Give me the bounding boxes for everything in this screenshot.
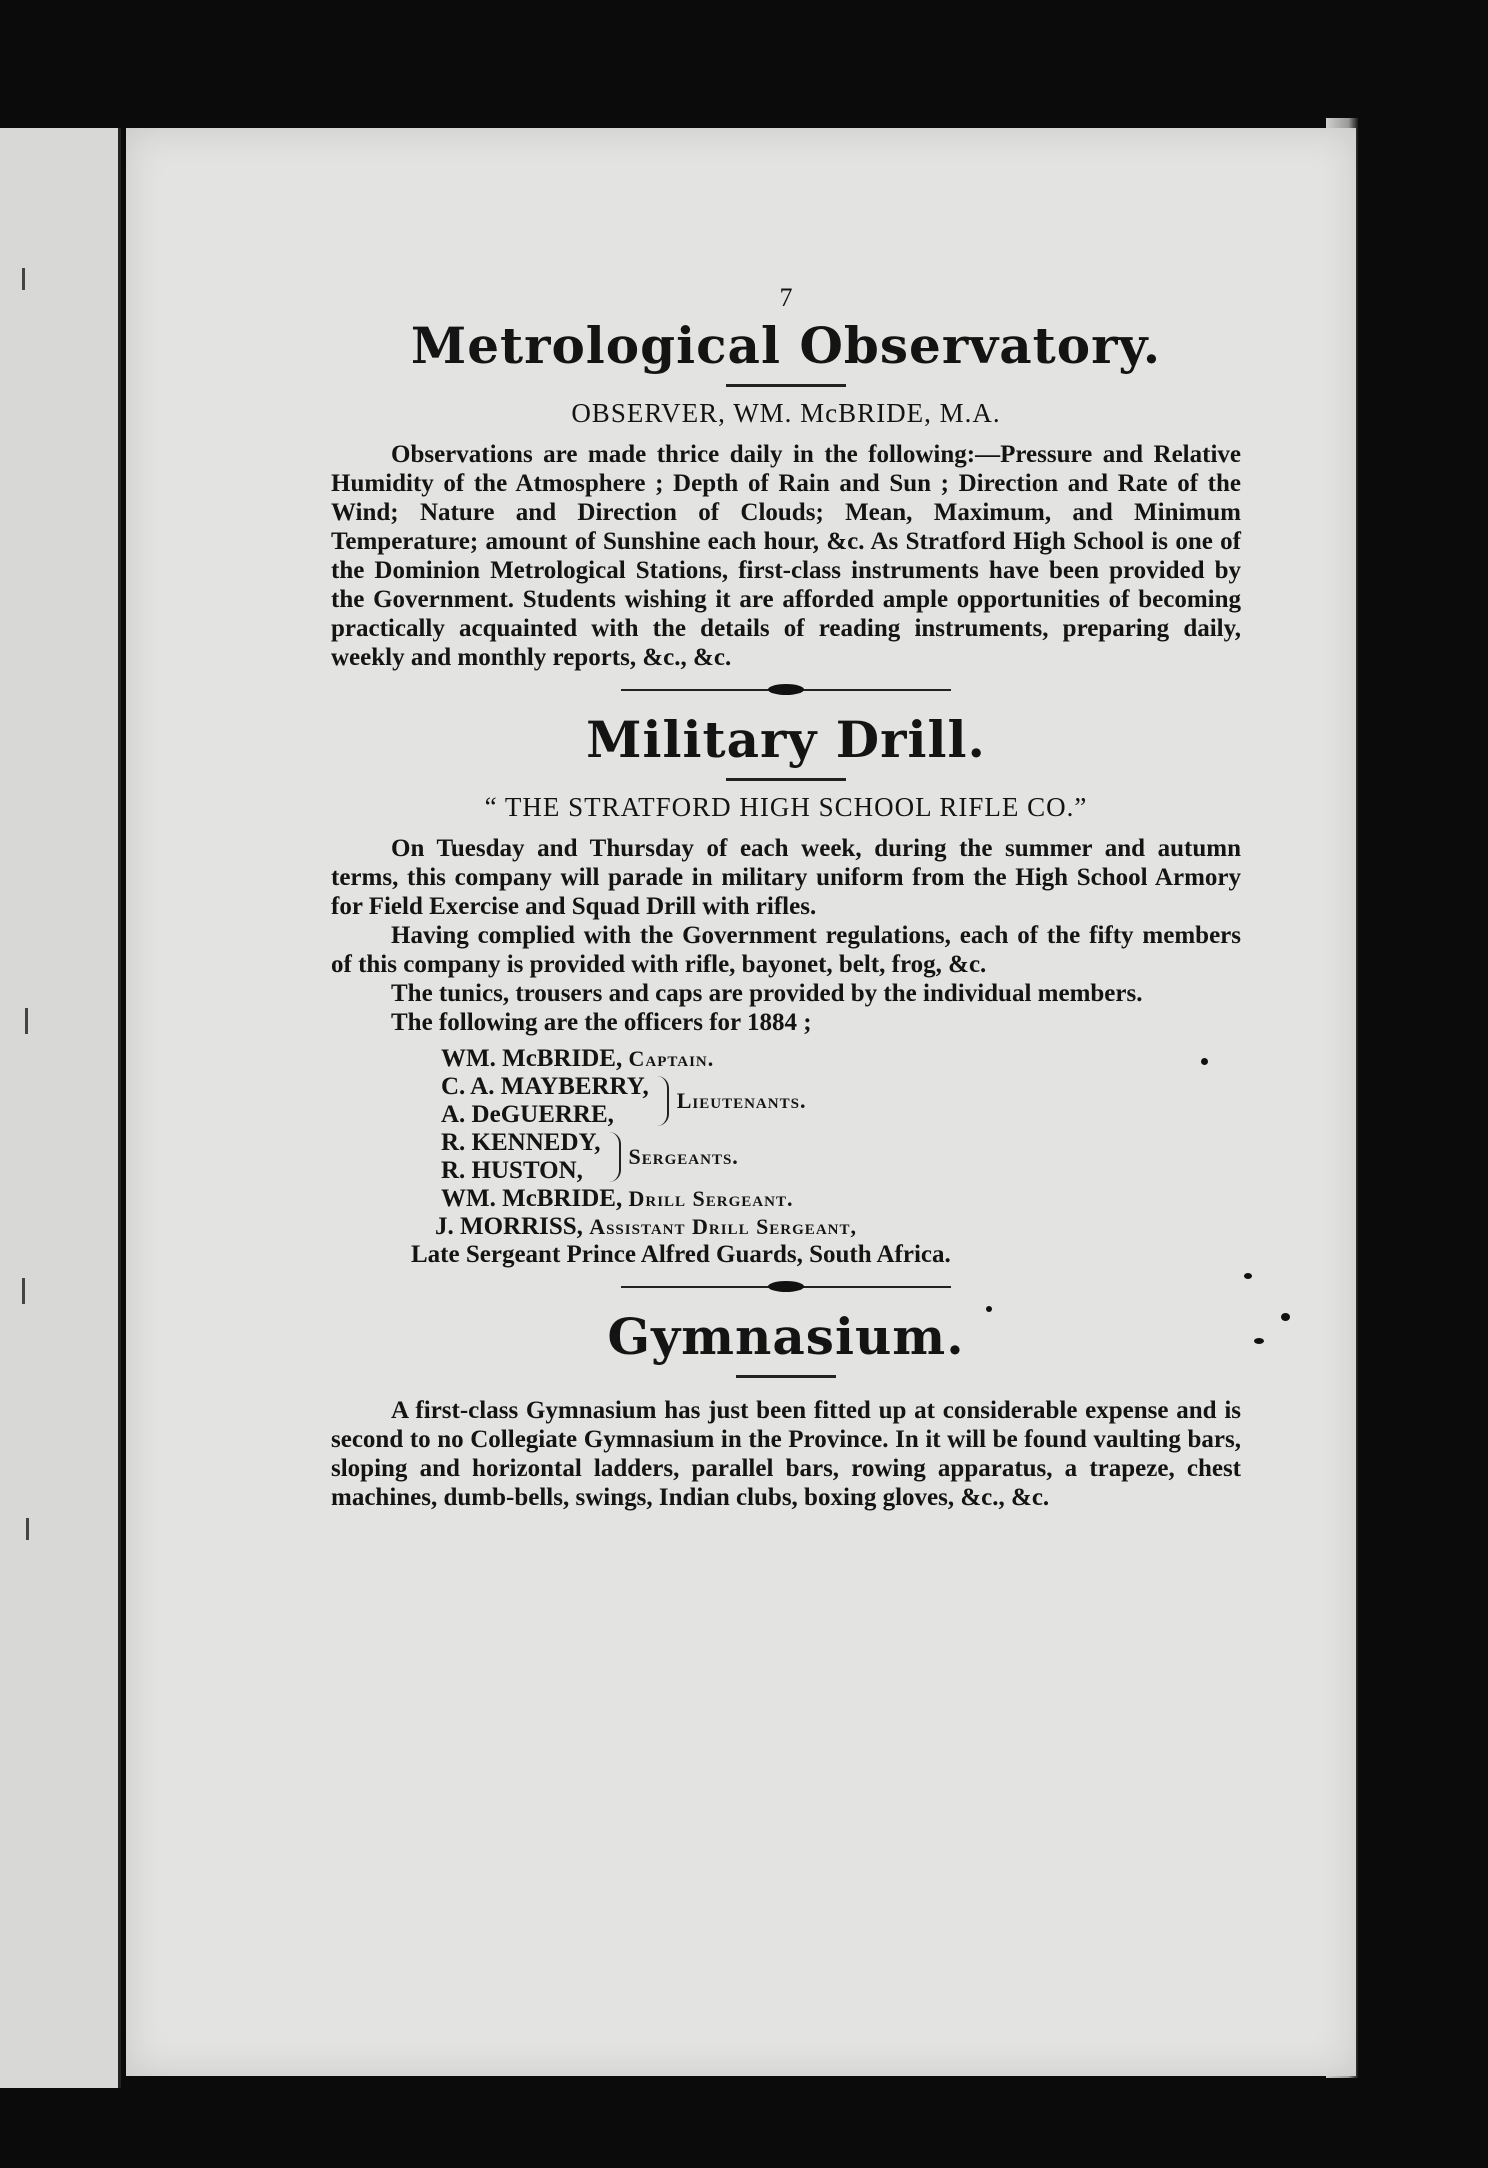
observatory-heading: Metrological Observatory. (410, 316, 1162, 375)
heading-rule (736, 1375, 836, 1378)
gymnasium-heading: Gymnasium. (607, 1307, 965, 1366)
officer-name: C. A. MAYBERRY, (441, 1073, 649, 1100)
officer-name: WM. McBRIDE, (441, 1185, 623, 1212)
officer-title: Captain. (628, 1046, 715, 1071)
drill-company-name: “ THE STRATFORD HIGH SCHOOL RIFLE CO.” (484, 792, 1088, 822)
observatory-body: Observations are made thrice daily in the following:—Pressure and Relative Humidity of the Atmosphere ; Depth of Rain and Sun ; Direction and Rate of the Wind; Nature and Direction of Clouds; Mean, Maximum, and Minimum Temperature; amount of Sunshine each hour, &c. As Stratford High School is one of the Dominion Metrological Stations, first-class instruments have been provided by the Government. Students wishing it are afforded ample opportunities of becoming practically acquainted with the details of reading instruments, preparing daily, weekly and monthly reports, &c., &c. (331, 441, 1241, 671)
officer-note: Late Sergeant Prince Alfred Guards, South Africa. (411, 1241, 951, 1268)
section-divider (621, 1281, 951, 1293)
drill-heading: Military Drill. (586, 710, 986, 769)
drill-paragraph: Having complied with the Government regulations, each of the fifty members of this company is provided with rifle, bayonet, belt, frog, &c. (331, 922, 1241, 978)
officer-name: R. HUSTON, (441, 1157, 583, 1184)
officer-name: WM. McBRIDE, (441, 1045, 623, 1072)
officer-title: Sergeants. (628, 1144, 739, 1169)
officer-assistant (435, 1213, 1241, 1241)
officer-name: A. DeGUERRE, (441, 1101, 614, 1128)
brace (653, 1076, 669, 1126)
officer-name: R. KENNEDY, (441, 1129, 601, 1156)
ink-speck (1281, 1313, 1290, 1321)
section-divider (621, 684, 951, 696)
heading-rule (726, 384, 846, 387)
officer-sergeants (441, 1129, 1241, 1185)
brace (605, 1132, 621, 1182)
drill-paragraph: The tunics, trousers and caps are provided by the individual members. (391, 980, 1143, 1007)
ink-mark (26, 1518, 29, 1540)
officer-captain (441, 1045, 1241, 1073)
officer-title: Assistant Drill Sergeant, (589, 1214, 857, 1239)
officer-title: Drill Sergeant. (628, 1186, 794, 1211)
heading-rule (726, 778, 846, 781)
officer-lieutenants (441, 1073, 1241, 1129)
left-page-edge (0, 128, 121, 2088)
ink-mark (25, 1008, 28, 1034)
book-page (126, 128, 1356, 2076)
gymnasium-body: A first-class Gymnasium has just been fitted up at considerable expense and is second to no Collegiate Gymnasium in the Province. In it will be found vaulting bars, sloping and horizontal ladders, parallel bars, rowing apparatus, a trapeze, chest machines, dumb-bells, swings, Indian clubs, boxing gloves, &c., &c. (331, 1397, 1241, 1511)
officers-list (411, 1045, 1241, 1269)
ink-mark (22, 268, 25, 290)
drill-paragraph: On Tuesday and Thursday of each week, during the summer and autumn terms, this company will parade in military uniform from the High School Armory for Field Exercise and Squad Drill with rifles. (331, 835, 1241, 920)
observatory-observer: OBSERVER, WM. McBRIDE, M.A. (571, 398, 1001, 428)
page-number: 7 (779, 283, 793, 312)
officer-drill-sergeant (441, 1185, 1241, 1213)
ink-speck (1244, 1273, 1252, 1279)
ink-speck (1254, 1338, 1264, 1344)
officer-name: J. MORRISS, (435, 1213, 583, 1240)
officer-title: Lieutenants. (676, 1088, 807, 1113)
page-content (331, 283, 1241, 1512)
drill-paragraph: The following are the officers for 1884 ; (391, 1009, 812, 1036)
ink-mark (22, 1278, 25, 1304)
